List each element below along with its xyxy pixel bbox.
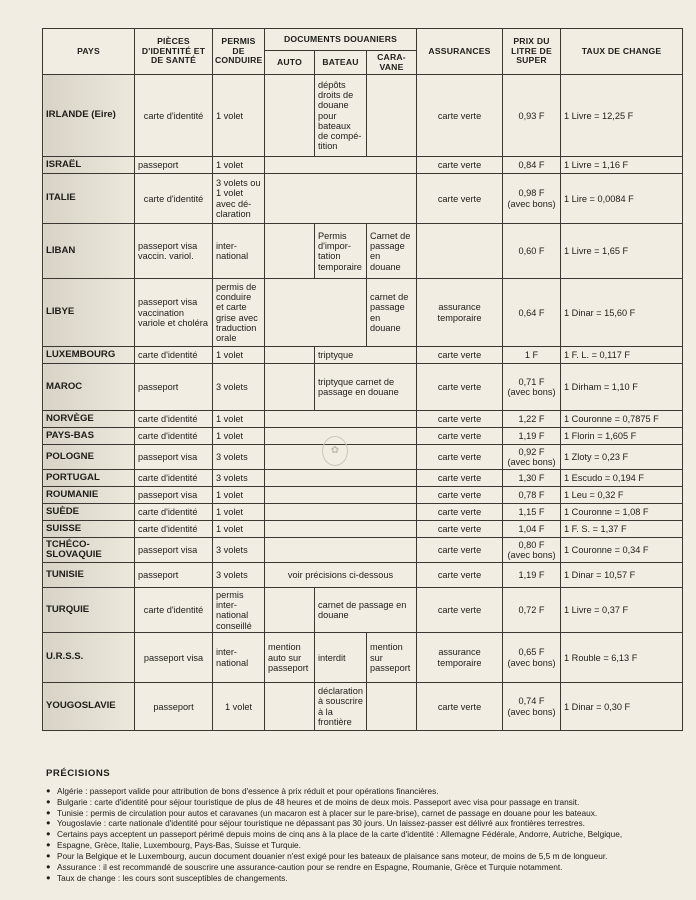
table-row	[43, 538, 683, 563]
insurance: carte verte	[417, 588, 503, 633]
fuel-price: 1,22 F	[503, 411, 561, 428]
identity-docs: carte d'identité	[135, 75, 213, 157]
fuel-price: 0,80 F (avec bons)	[503, 538, 561, 563]
header-prix: PRIX DU LITRE DE SUPER	[503, 29, 561, 75]
exchange-rate: 1 Livre = 1,65 F	[561, 224, 683, 279]
customs-caravane	[367, 75, 417, 157]
country-name: PORTUGAL	[43, 470, 135, 487]
insurance	[417, 224, 503, 279]
country-name: MAROC	[43, 364, 135, 411]
fuel-price: 0,71 F (avec bons)	[503, 364, 561, 411]
customs-auto: mention auto sur passeport	[265, 633, 315, 683]
driving-license: 1 volet	[213, 504, 265, 521]
note-item: ● Tunisie : permis de circulation pour autos et caravanes (un macaron est à placer sur le pare-brise), carnet de passage en douane pour les bateaux.	[46, 808, 676, 819]
insurance: carte verte	[417, 521, 503, 538]
insurance: carte verte	[417, 364, 503, 411]
table-row	[43, 428, 683, 445]
customs-auto-bateau	[265, 279, 367, 347]
note-item: ● Espagne, Grèce, Italie, Luxembourg, Pays-Bas, Suisse et Turquie.	[46, 840, 676, 851]
insurance: carte verte	[417, 411, 503, 428]
fuel-price: 1,30 F	[503, 470, 561, 487]
header-permis: PERMIS DE CONDUIRE	[213, 29, 265, 75]
fuel-price: 0,92 F (avec bons)	[503, 445, 561, 470]
table-row	[43, 563, 683, 588]
customs-caravane: mention sur passeport	[367, 633, 417, 683]
fuel-price: 0,93 F	[503, 75, 561, 157]
header-pieces: PIÈCES D'IDENTITÉ ET DE SANTÉ	[135, 29, 213, 75]
country-name: NORVÈGE	[43, 411, 135, 428]
driving-license: inter-national	[213, 224, 265, 279]
header-assurances: ASSURANCES	[417, 29, 503, 75]
table-row	[43, 157, 683, 174]
driving-license: 1 volet	[213, 487, 265, 504]
table-row	[43, 633, 683, 683]
country-name: ISRAËL	[43, 157, 135, 174]
country-name: SUISSE	[43, 521, 135, 538]
table-row	[43, 445, 683, 470]
customs-bateau: triptyque carnet de passage en douane	[315, 364, 417, 411]
driving-license: 3 volets	[213, 445, 265, 470]
country-name: YOUGOSLAVIE	[43, 683, 135, 731]
insurance: carte verte	[417, 445, 503, 470]
insurance: carte verte	[417, 487, 503, 504]
customs-caravane: carnet de passage en douane	[367, 279, 417, 347]
customs-auto	[265, 75, 315, 157]
identity-docs: carte d'identité	[135, 347, 213, 364]
exchange-rate: 1 F. L. = 0,117 F	[561, 347, 683, 364]
table-row	[43, 411, 683, 428]
header-taux: TAUX DE CHANGE	[561, 29, 683, 75]
identity-docs: carte d'identité	[135, 470, 213, 487]
insurance: carte verte	[417, 428, 503, 445]
insurance: carte verte	[417, 157, 503, 174]
fuel-price: 0,74 F (avec bons)	[503, 683, 561, 731]
exchange-rate: 1 Dinar = 0,30 F	[561, 683, 683, 731]
country-name: LUXEMBOURG	[43, 347, 135, 364]
country-name: SUÈDE	[43, 504, 135, 521]
driving-license: 1 volet	[213, 411, 265, 428]
exchange-rate: 1 Lire = 0,0084 F	[561, 174, 683, 224]
exchange-rate: 1 Florin = 1,605 F	[561, 428, 683, 445]
fuel-price: 1,19 F	[503, 428, 561, 445]
customs-auto	[265, 347, 315, 364]
customs-docs	[265, 157, 417, 174]
fuel-price: 0,84 F	[503, 157, 561, 174]
exchange-rate: 1 Rouble = 6,13 F	[561, 633, 683, 683]
country-name: ROUMANIE	[43, 487, 135, 504]
customs-caravane	[367, 683, 417, 731]
note-item: ● Bulgarie : carte d'identité pour séjour touristique de plus de 48 heures et de moins de deux mois. Passeport avec visa pour passage en transit.	[46, 797, 676, 808]
insurance: carte verte	[417, 683, 503, 731]
customs-docs	[265, 538, 417, 563]
country-name: PAYS-BAS	[43, 428, 135, 445]
customs-bateau: Permis d'impor-tation temporaire	[315, 224, 367, 279]
customs-bateau: interdit	[315, 633, 367, 683]
fuel-price: 0,78 F	[503, 487, 561, 504]
driving-license: permis de conduire et carte grise avec traduction orale	[213, 279, 265, 347]
exchange-rate: 1 Couronne = 0,34 F	[561, 538, 683, 563]
table-row	[43, 588, 683, 633]
customs-bateau: carnet de passage en douane	[315, 588, 417, 633]
country-name: TCHÉCO-SLOVAQUIE	[43, 538, 135, 563]
identity-docs: carte d'identité	[135, 428, 213, 445]
exchange-rate: 1 Livre = 12,25 F	[561, 75, 683, 157]
exchange-rate: 1 Couronne = 0,7875 F	[561, 411, 683, 428]
note-item: ● Certains pays acceptent un passeport périmé depuis moins de cinq ans à la place de la carte d'identité : Allemagne Fédérale, Andorre, Autriche, Belgique,	[46, 829, 676, 840]
customs-auto	[265, 683, 315, 731]
customs-docs: voir précisions ci-dessous	[265, 563, 417, 588]
exchange-rate: 1 Dirham = 1,10 F	[561, 364, 683, 411]
identity-docs: passeport visa	[135, 487, 213, 504]
table-row	[43, 174, 683, 224]
identity-docs: carte d'identité	[135, 521, 213, 538]
insurance: carte verte	[417, 347, 503, 364]
insurance: carte verte	[417, 174, 503, 224]
identity-docs: passeport	[135, 364, 213, 411]
fuel-price: 0,64 F	[503, 279, 561, 347]
fuel-price: 0,65 F (avec bons)	[503, 633, 561, 683]
exchange-rate: 1 Leu = 0,32 F	[561, 487, 683, 504]
identity-docs: carte d'identité	[135, 411, 213, 428]
fuel-price: 0,60 F	[503, 224, 561, 279]
customs-caravane: Carnet de passage en douane	[367, 224, 417, 279]
insurance: assurance temporaire	[417, 279, 503, 347]
identity-docs: carte d'identité	[135, 504, 213, 521]
note-item: ● Pour la Belgique et le Luxembourg, aucun document douanier n'est exigé pour les bateaux de plaisance sans moteur, de moins de 5,5 m de longueur.	[46, 851, 676, 862]
country-name: POLOGNE	[43, 445, 135, 470]
insurance: carte verte	[417, 470, 503, 487]
customs-docs	[265, 487, 417, 504]
driving-license: 1 volet	[213, 521, 265, 538]
exchange-rate: 1 Livre = 0,37 F	[561, 588, 683, 633]
driving-license: 3 volets ou 1 volet avec dé-claration	[213, 174, 265, 224]
customs-auto	[265, 588, 315, 633]
exchange-rate: 1 Livre = 1,16 F	[561, 157, 683, 174]
country-name: LIBYE	[43, 279, 135, 347]
header-documents: DOCUMENTS DOUANIERS	[265, 29, 417, 51]
notes-section	[46, 768, 676, 884]
driving-license: permis inter-national conseillé	[213, 588, 265, 633]
exchange-rate: 1 Dinar = 15,60 F	[561, 279, 683, 347]
country-name: IRLANDE (Eire)	[43, 75, 135, 157]
table-row	[43, 470, 683, 487]
insurance: carte verte	[417, 75, 503, 157]
table-row	[43, 224, 683, 279]
header-auto: AUTO	[265, 51, 315, 75]
driving-license: 1 volet	[213, 75, 265, 157]
insurance: carte verte	[417, 538, 503, 563]
table-row	[43, 521, 683, 538]
identity-docs: passeport	[135, 563, 213, 588]
driving-license: 3 volets	[213, 563, 265, 588]
exchange-rate: 1 Zloty = 0,23 F	[561, 445, 683, 470]
customs-bateau: déclaration à souscrire à la frontière	[315, 683, 367, 731]
identity-docs: passeport	[135, 683, 213, 731]
customs-auto	[265, 224, 315, 279]
exchange-rate: 1 Couronne = 1,08 F	[561, 504, 683, 521]
table-row	[43, 347, 683, 364]
driving-license: 1 volet	[213, 428, 265, 445]
customs-docs	[265, 174, 417, 224]
identity-docs: carte d'identité	[135, 174, 213, 224]
header-bateau: BATEAU	[315, 51, 367, 75]
header-pays: PAYS	[43, 29, 135, 75]
customs-docs	[265, 470, 417, 487]
table-row	[43, 364, 683, 411]
customs-docs	[265, 521, 417, 538]
exchange-rate: 1 Escudo = 0,194 F	[561, 470, 683, 487]
driving-license: inter-national	[213, 633, 265, 683]
fuel-price: 0,72 F	[503, 588, 561, 633]
driving-license: 3 volets	[213, 470, 265, 487]
customs-bateau: dépôts droits de douane pour bateaux de compé-tition	[315, 75, 367, 157]
country-name: LIBAN	[43, 224, 135, 279]
identity-docs: passeport visa	[135, 445, 213, 470]
identity-docs: passeport visa vaccin. variol.	[135, 224, 213, 279]
customs-bateau: triptyque	[315, 347, 417, 364]
exchange-rate: 1 Dinar = 10,57 F	[561, 563, 683, 588]
table-row	[43, 75, 683, 157]
country-name: TUNISIE	[43, 563, 135, 588]
table-row	[43, 279, 683, 347]
driving-license: 3 volets	[213, 538, 265, 563]
country-name: U.R.S.S.	[43, 633, 135, 683]
table-row	[43, 504, 683, 521]
country-name: ITALIE	[43, 174, 135, 224]
faint-stamp-mark: ✿	[322, 436, 348, 466]
customs-docs	[265, 411, 417, 428]
driving-license: 1 volet	[213, 683, 265, 731]
notes-title: PRÉCISIONS	[46, 768, 111, 779]
identity-docs: carte d'identité	[135, 588, 213, 633]
table-row	[43, 487, 683, 504]
identity-docs: passeport visa	[135, 633, 213, 683]
country-name: TURQUIE	[43, 588, 135, 633]
customs-auto	[265, 364, 315, 411]
customs-table-sheet	[42, 28, 682, 731]
customs-docs	[265, 504, 417, 521]
customs-table	[42, 28, 683, 731]
driving-license: 3 volets	[213, 364, 265, 411]
note-item: ● Algérie : passeport valide pour attribution de bons d'essence à prix réduit et pour opérations financières.	[46, 786, 676, 797]
fuel-price: 1,19 F	[503, 563, 561, 588]
driving-license: 1 volet	[213, 157, 265, 174]
notes-list	[46, 786, 676, 884]
driving-license: 1 volet	[213, 347, 265, 364]
insurance: carte verte	[417, 504, 503, 521]
note-item: ● Taux de change : les cours sont susceptibles de changements.	[46, 873, 676, 884]
header-caravane: CARA-VANE	[367, 51, 417, 75]
identity-docs: passeport visa vaccination variole et choléra	[135, 279, 213, 347]
table-row	[43, 683, 683, 731]
fuel-price: 1 F	[503, 347, 561, 364]
fuel-price: 1,04 F	[503, 521, 561, 538]
fuel-price: 0,98 F (avec bons)	[503, 174, 561, 224]
insurance: assurance temporaire	[417, 633, 503, 683]
exchange-rate: 1 F. S. = 1,37 F	[561, 521, 683, 538]
fuel-price: 1,15 F	[503, 504, 561, 521]
identity-docs: passeport visa	[135, 538, 213, 563]
identity-docs: passeport	[135, 157, 213, 174]
note-item: ● Yougoslavie : carte nationale d'identité pour séjour touristique ne dépassant pas 30 jours. Un laissez-passer est délivré aux frontières terrestres.	[46, 818, 676, 829]
note-item: ● Assurance : il est recommandé de souscrire une assurance-caution pour se rendre en Espagne, Roumanie, Grèce et Turquie notamment.	[46, 862, 676, 873]
insurance: carte verte	[417, 563, 503, 588]
